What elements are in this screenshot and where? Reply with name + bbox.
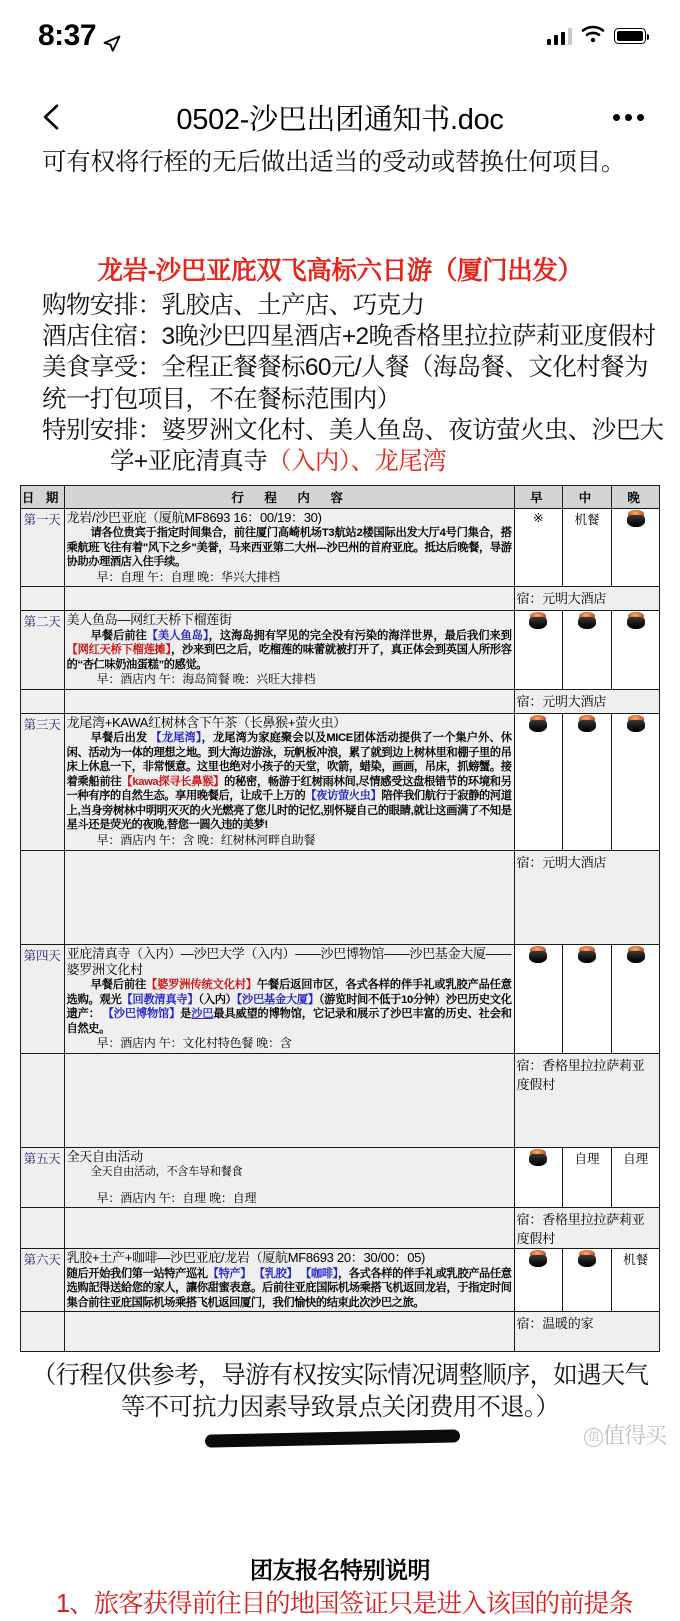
- stay-row: [20, 587, 660, 611]
- day-label: 第六天: [20, 1249, 64, 1312]
- table-row: [20, 944, 660, 1053]
- header-date: 日 期: [20, 485, 64, 508]
- status-bar-time-group: [38, 19, 121, 53]
- stay-plan-blank: [64, 689, 514, 713]
- bowl-icon: [528, 612, 548, 630]
- bowl-icon: [626, 510, 646, 528]
- plan-link[interactable]: 【龙尾湾】: [150, 732, 202, 745]
- more-dot-2: [625, 114, 632, 121]
- stay-plan-blank: [64, 1053, 514, 1147]
- stay-cell: 宿：元明大酒店: [514, 587, 660, 611]
- plan-link[interactable]: 【回教清真寺】: [121, 993, 199, 1006]
- lunch-cell: 自理: [563, 1147, 612, 1207]
- plan-link[interactable]: 【沙巴博物馆】: [102, 1008, 181, 1021]
- watermark-logo-icon: 值: [584, 1428, 603, 1447]
- battery-full-icon: [614, 28, 646, 44]
- bowl-icon: [528, 946, 548, 964]
- day-plan-cell: [64, 508, 514, 587]
- day-label: 第一天: [20, 508, 64, 587]
- document-content[interactable]: [0, 148, 680, 1618]
- footer-disclaimer: [14, 1360, 666, 1424]
- info-value-shopping: 乳胶店、土产店、巧克力: [161, 291, 425, 319]
- dinner-cell: [611, 713, 660, 850]
- breakfast-cell: [514, 1147, 563, 1207]
- day-label: 第三天: [20, 713, 64, 850]
- header-breakfast: 早: [514, 485, 563, 508]
- dinner-cell: 机餐: [611, 1249, 660, 1312]
- plan-body: 全天自由活动，不含车导和餐食: [90, 1166, 243, 1179]
- location-arrow-icon: [103, 27, 121, 45]
- day-plan-cell: [64, 1249, 514, 1312]
- day-plan-cell: [64, 611, 514, 690]
- info-special-prefix: 学+亚庇清真寺: [110, 448, 268, 476]
- more-dot-1: [613, 114, 620, 121]
- dinner-cell: [611, 944, 660, 1053]
- day-label: 第四天: [20, 944, 64, 1053]
- table-row: [20, 713, 660, 850]
- status-bar: [0, 0, 680, 72]
- day-label: 第五天: [20, 1147, 64, 1207]
- stay-day-blank: [20, 1312, 64, 1352]
- watermark-text: 值得买: [602, 1423, 666, 1448]
- table-row: [20, 508, 660, 587]
- itinerary-table: [20, 485, 661, 1353]
- stay-cell: 宿：元明大酒店: [514, 689, 660, 713]
- stay-plan-blank: [64, 850, 514, 944]
- cellular-signal-icon: [547, 28, 573, 45]
- info-label-hotel: 酒店住宿：: [42, 322, 162, 350]
- plan-link[interactable]: 【特产】: [207, 1267, 252, 1280]
- info-line-shopping: [14, 290, 666, 321]
- day-plan-cell: [64, 944, 514, 1053]
- plan-link-inline[interactable]: 沙巴: [191, 1008, 214, 1021]
- bowl-icon: [528, 1250, 548, 1268]
- stay-row: [20, 1208, 660, 1249]
- table-row: [20, 611, 660, 690]
- stay-day-blank: [20, 1053, 64, 1147]
- stay-day-blank: [20, 689, 64, 713]
- plan-link[interactable]: 【婆罗洲传统文化村】: [146, 979, 257, 992]
- bowl-icon: [626, 612, 646, 630]
- dinner-cell: 自理: [611, 1147, 660, 1207]
- info-line-food: [14, 352, 666, 383]
- info-special-red: （入内）、龙尾湾: [267, 448, 447, 476]
- bowl-icon: [577, 715, 597, 733]
- plan-body: 随后开始我们第一站特产巡礼【特产】 【乳胶】 【咖啡】，各式各样的伴手礼或乳胶产品任意选购記得送給您的家人，讓你甜蜜表意。后前往亚庇国际机场乘搭飞机返回龙岩，于指定时间集合前往亚庇国际机场乘搭飞机返回厦门，我们愉快的结束此次沙巴之旅。: [66, 1267, 512, 1309]
- breakfast-cell: [514, 713, 563, 850]
- plan-body: 请各位贵宾于指定时间集合，前往厦门高崎机场T3航站2楼国际出发大厅4号门集合，搭乘航班飞往有着"风下之乡"美誉，马来西亚第二大州---沙巴州的首府亚庇。抵达后晚餐，导游协助办理酒店入住手续。: [66, 527, 512, 569]
- plan-title: 乳胶+土产+咖啡—沙巴亚庇/龙岩（厦航MF8693 20：30/00：05): [66, 1250, 426, 1266]
- breakfast-cell: ※: [514, 508, 563, 587]
- more-dot-3: [637, 114, 644, 121]
- lunch-cell: [563, 713, 612, 850]
- info-line-special-cont: [14, 446, 666, 477]
- info-label-special: 特别安排：: [42, 417, 162, 445]
- info-label-shopping: 购物安排：: [42, 291, 162, 319]
- dinner-cell: [611, 611, 660, 690]
- breakfast-cell: [514, 611, 563, 690]
- plan-link[interactable]: 【夜访萤火虫】: [305, 790, 382, 803]
- stay-cell: 宿：香格里拉拉萨莉亚度假村: [514, 1053, 660, 1147]
- stay-day-blank: [20, 1208, 64, 1249]
- plan-link[interactable]: 【kawa探寻长鼻猴】: [121, 775, 225, 788]
- status-bar-indicators: [547, 25, 647, 48]
- status-bar-time: 8:37: [38, 19, 97, 52]
- plan-title: 亚庇清真寺（入内）—沙巴大学（入内）——沙巴博物馆——沙巴基金大厦——婆罗洲文化村: [66, 945, 512, 977]
- info-line-special: [14, 415, 666, 446]
- footer-disclaimer-line1: （行程仅供参考，导游有权按实际情况调整顺序，如遇天气: [31, 1362, 649, 1390]
- stay-plan-blank: [64, 1208, 514, 1249]
- info-value-hotel: 3晚沙巴四星酒店+2晚香格里拉拉萨莉亚度假村: [161, 322, 656, 350]
- navigation-bar: [0, 84, 680, 150]
- breakfast-cell: [514, 1249, 563, 1312]
- info-value-food-cont: 统一打包项目，不在餐标范围内）: [42, 385, 401, 413]
- stay-plan-blank: [64, 1312, 514, 1352]
- bowl-icon: [577, 1250, 597, 1268]
- header-itinerary: 行 程 内 容: [64, 485, 514, 508]
- lunch-cell: [563, 1249, 612, 1312]
- info-value-food: 全程正餐餐标60元/人餐（海岛餐、文化村餐为: [161, 354, 648, 382]
- plan-link[interactable]: 【乳胶】: [253, 1267, 298, 1280]
- bowl-icon: [528, 1149, 548, 1167]
- info-value-special: 婆罗洲文化村、美人鱼岛、夜访萤火虫、沙巴大: [161, 417, 664, 445]
- stay-row: [20, 850, 660, 944]
- lunch-cell: 机餐: [563, 508, 612, 587]
- bowl-icon: [577, 612, 597, 630]
- stay-day-blank: [20, 850, 64, 944]
- plan-meals: 早：酒店内 午：文化村特色餐 晚：含: [96, 1036, 292, 1051]
- plan-body: 早餐后前往【美人鱼岛】，这海岛拥有罕见的完全没有污染的海洋世界，最后我们来到【网红天桥下榴莲摊】，沙来到巴之后，吃榴莲的味蕾就被打开了，真正体会到英国人所形容的“杏仁味奶油蛋糕”的感觉。: [66, 629, 512, 671]
- plan-meals: 早：酒店内 午：自理 晚：自理: [96, 1190, 257, 1205]
- bowl-icon: [626, 946, 646, 964]
- bowl-icon: [577, 946, 597, 964]
- breakfast-cell: [514, 944, 563, 1053]
- table-row: [20, 1147, 660, 1207]
- plan-title: 龙尾湾+KAWA红树林含下午茶（长鼻猴+萤火虫）: [66, 714, 346, 730]
- plan-title: 美人鱼岛—网红天桥下榴莲街: [66, 612, 232, 628]
- day-label: 第二天: [20, 611, 64, 690]
- back-button[interactable]: [30, 95, 74, 139]
- plan-link[interactable]: 【网红天桥下榴莲摊】: [66, 644, 171, 657]
- info-line-hotel: [14, 321, 666, 352]
- info-label-food: 美食享受：: [42, 354, 162, 382]
- more-options-button[interactable]: [606, 95, 650, 139]
- stay-row: [20, 1312, 660, 1352]
- plan-meals: 早：酒店内 午：海岛简餐 晚：兴旺大排档: [96, 672, 316, 687]
- plan-link[interactable]: 【咖啡】: [300, 1267, 338, 1280]
- plan-body: 早餐后出发 【龙尾湾】，龙尾湾为家庭聚会以及MICE团体活动提供了一个集户外、休闲、活动为一体的理想之地。到大海边游泳，玩帆板冲浪，累了就到边上树林里和棚子里的吊床上休息一下，非常惬意。这里也绝对小孩子的天堂，吹箭，蜡染，画画，吊床，抓螃蟹。接着乘船前往【kawa探寻长鼻猴】的秘密，畅游于红树雨林间,尽情感受这盘根错节的环境和另一种有序的自然生态。享用晚餐后，让成千上万的【夜访萤火虫】陪伴我们航行于寂静的河道上,当身旁树林中明明灭灭的火光燃亮了您儿时的记忆,别怀疑自己的眼睛,就让这画满了不知是星斗还是荧光的夜晚,替您一圆久违的美梦!: [66, 732, 512, 832]
- watermark: [584, 1419, 666, 1450]
- plan-meals: 早：酒店内 午：含 晚：红树林河畔自助餐: [96, 833, 316, 848]
- stay-row: [20, 689, 660, 713]
- spacer-top: [14, 179, 666, 251]
- stay-cell: 宿：元明大酒店: [514, 850, 660, 944]
- lunch-cell: [563, 611, 612, 690]
- plan-link[interactable]: 【沙巴基金大厦】: [236, 993, 319, 1006]
- dinner-cell: [611, 508, 660, 587]
- table-header-row: [20, 485, 660, 508]
- day-plan-cell: [64, 1147, 514, 1207]
- wifi-icon: [581, 25, 605, 48]
- bowl-icon: [528, 715, 548, 733]
- plan-body: 早餐后前往【婆罗洲传统文化村】午餐后返回市区，各式各样的伴手礼或乳胶产品任意选购。观光【回教清真寺】（入内）【沙巴基金大厦】（游览时间不低于10分钟）沙巴历史文化遗产： 【沙巴博物馆】是沙巴最具威望的博物馆，它记录和展示了沙巴丰富的历史、社会和自然史。: [66, 979, 512, 1035]
- itinerary-heading: 龙岩-沙巴亚庇双飞高标六日游（厦门出发）: [97, 256, 583, 285]
- document-title: 0502-沙巴出团通知书.doc: [176, 103, 504, 136]
- plan-title: 龙岩/沙巴亚庇（厦航MF8693 16：00/19：30): [66, 509, 322, 525]
- stay-plan-blank: [64, 587, 514, 611]
- notice-item-1: 1、旅客获得前往目的地国签证只是进入该国的前提条: [56, 1590, 633, 1618]
- info-line-food-cont: [14, 384, 666, 415]
- day-plan-cell: [64, 713, 514, 850]
- clipped-top-paragraph: 可有权将行桎的无后做出适当的受动或替换仕何项目。: [42, 149, 626, 176]
- plan-meals: 早：自理 午：自理 晚：华兴大排档: [96, 569, 280, 584]
- stay-cell: 宿：香格里拉拉萨莉亚度假村: [514, 1208, 660, 1249]
- header-dinner: 晚: [611, 485, 660, 508]
- plan-title: 全天自由活动: [66, 1148, 143, 1164]
- stay-cell: 宿：温暖的家: [514, 1312, 660, 1352]
- footer-disclaimer-line2: 等不可抗力因素导致景点关闭费用不退。）: [120, 1394, 560, 1422]
- bowl-icon: [626, 715, 646, 733]
- stay-row: [20, 1053, 660, 1147]
- section-heading-notice: 团友报名特别说明: [250, 1557, 430, 1583]
- stay-day-blank: [20, 587, 64, 611]
- table-row: [20, 1249, 660, 1312]
- header-lunch: 中: [563, 485, 612, 508]
- lunch-cell: [563, 944, 612, 1053]
- plan-link[interactable]: 【美人鱼岛】: [146, 629, 209, 642]
